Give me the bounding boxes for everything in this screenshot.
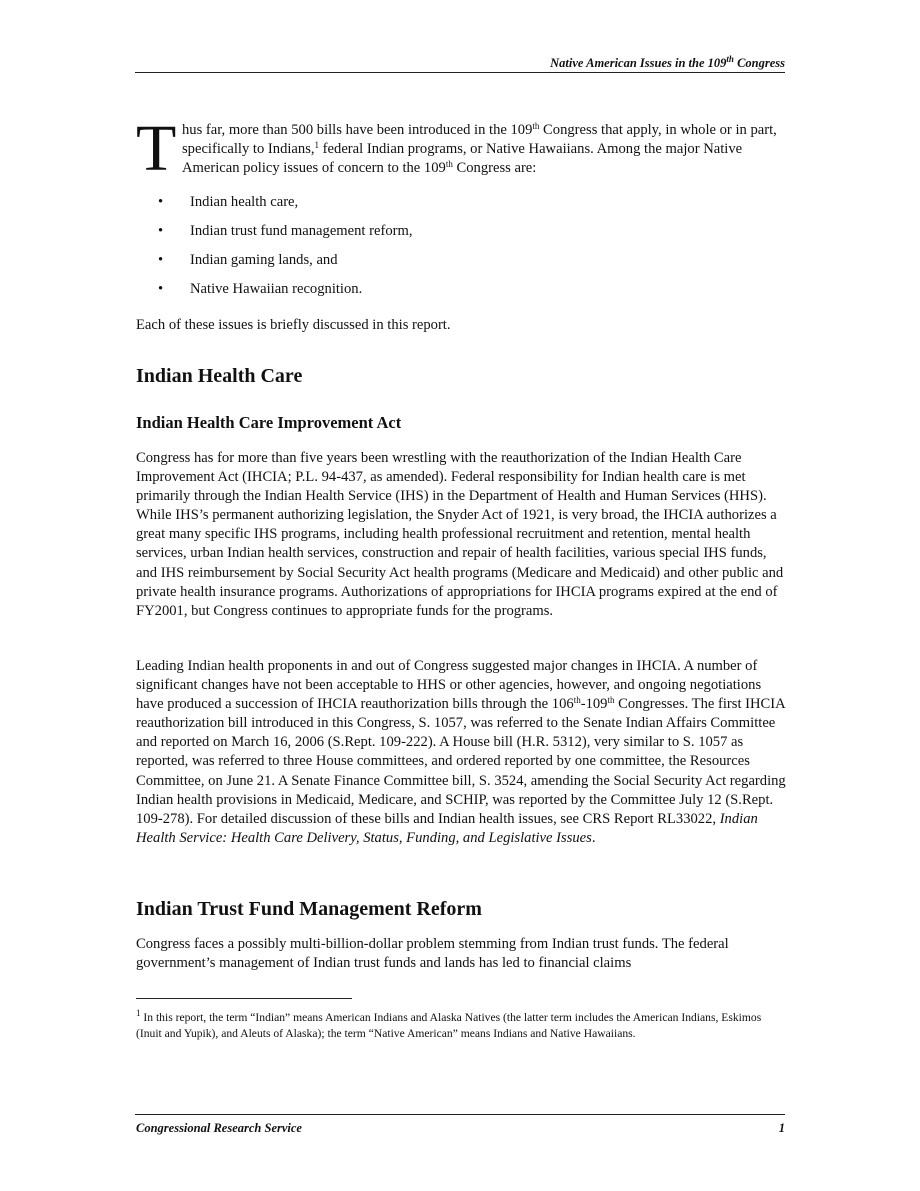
summary-paragraph: Each of these issues is briefly discussed in this report.	[136, 317, 451, 333]
list-item	[136, 222, 776, 251]
subsection-heading-ihcia: Indian Health Care Improvement Act	[136, 413, 402, 432]
footer-publisher: Congressional Research Service	[136, 1121, 302, 1135]
header-title-sup: th	[726, 54, 734, 64]
bullet-icon: •	[158, 223, 164, 239]
para2-text-c: Congresses. The first IHCIA reauthorization bill introduced in this Congress, S. 1057, was referred to the Senate Indian Affairs Committee and reported on March 16, 2006 (S.Rept. 109-222). A House bill (H.R. 5312), very similar to S. 1057 as reported, was referred to three House committees, and ordered reported by one committee, the Resources Committee, on June 21. A Senate Finance Committee bill, S. 3524, amending the Social Security Act regarding Indian health provisions in Medicaid, Medicare, and SCHIP, was reported by the Committee July 12 (S.Rept. 109-278). For detailed discussion of these bills and Indian health issues, see CRS Report RL33022,	[136, 696, 786, 827]
footnote-rule	[136, 998, 352, 999]
para2-sup-1: th	[573, 695, 581, 706]
intro-text-4: Congress are:	[452, 160, 537, 177]
bullet-icon: •	[158, 252, 164, 268]
footnote-ref-1[interactable]: 1	[314, 140, 320, 151]
running-header	[135, 56, 785, 71]
para2-text-a: Leading Indian health proponents in and out of Congress suggested major changes in IHCIA. A number of significant changes have not been acceptable to HHS or other agencies, however, and ongoing negotiations have produced a succession of IHCIA reauthorization bills through the 106	[136, 658, 762, 713]
intro-paragraph	[136, 112, 786, 185]
health-care-paragraph-2	[136, 657, 786, 848]
section-heading-trust-fund: Indian Trust Fund Management Reform	[136, 898, 482, 920]
page-number: 1	[778, 1121, 785, 1135]
list-item	[136, 251, 776, 280]
intro-sup-2: th	[445, 159, 453, 170]
intro-text	[182, 121, 786, 178]
bullet-icon: •	[158, 281, 164, 297]
drop-cap: T	[136, 112, 177, 185]
list-item-label: Indian gaming lands, and	[190, 252, 338, 268]
para2-sup-2: th	[607, 695, 615, 706]
header-title-pre: Native American Issues in the 109	[550, 56, 727, 70]
list-item-label: Indian health care,	[190, 194, 299, 210]
list-item	[136, 280, 776, 309]
bullet-icon: •	[158, 194, 164, 210]
trust-fund-paragraph-1: Congress faces a possibly multi-billion-dollar problem stemming from Indian trust funds. The federal government’s management of Indian trust funds and lands has led to financial claims	[136, 936, 729, 972]
intro-sup-1: th	[532, 121, 540, 131]
header-rule	[135, 72, 785, 73]
list-item-label: Native Hawaiian recognition.	[190, 281, 363, 297]
footnote-number: 1	[136, 1008, 141, 1018]
issues-list	[136, 193, 776, 309]
header-title-post: Congress	[733, 56, 785, 70]
intro-text-1: hus far, more than 500 bills have been introduced in the 109	[182, 122, 533, 138]
footnote-text: In this report, the term “Indian” means American Indians and Alaska Natives (the latter term includes the American Indians, Eskimos (Inuit and Yupik), and Aleuts of Alaska); the term “Native American” means Indians and Native Hawaiians.	[136, 1011, 762, 1040]
footnote	[136, 1010, 786, 1042]
crs-report-title: Indian Health Service: Health Care Delivery, Status, Funding, and Legislative Issues	[136, 810, 758, 846]
intro-text-3: federal Indian programs, or Native Hawaiians. Among the major Native American policy issues of concern to the 109	[182, 141, 743, 177]
para2-text-end: .	[591, 829, 596, 846]
health-care-paragraph-1: Congress has for more than five years been wrestling with the reauthorization of the Indian Health Care Improvement Act (IHCIA; P.L. 94-437, as amended). Federal responsibility for Indian health care is met primarily through the Indian Health Service (IHS) in the Department of Health and Human Services (HHS). While IHS’s permanent authorizing legislation, the Snyder Act of 1921, is very broad, the IHCIA authorizes a great many specific IHS programs, including health professional recruitment and retention, mental health services, urban Indian health services, construction and repair of health facilities, various special IHS funds, and IHS reimbursement by Social Security Act health programs (Medicare and Medicaid) and other public and private health insurance programs. Authorizations of appropriations for IHCIA programs expired at the end of FY2001, but Congress continues to appropriate funds for the programs.	[136, 450, 784, 619]
intro-text-2: Congress that apply, in whole or in part, specifically to Indians,	[182, 122, 777, 158]
footer-rule	[135, 1114, 785, 1115]
para2-text-b: -109	[580, 696, 608, 713]
list-item	[136, 193, 776, 222]
section-heading-health-care: Indian Health Care	[136, 365, 303, 387]
list-item-label: Indian trust fund management reform,	[190, 223, 413, 239]
